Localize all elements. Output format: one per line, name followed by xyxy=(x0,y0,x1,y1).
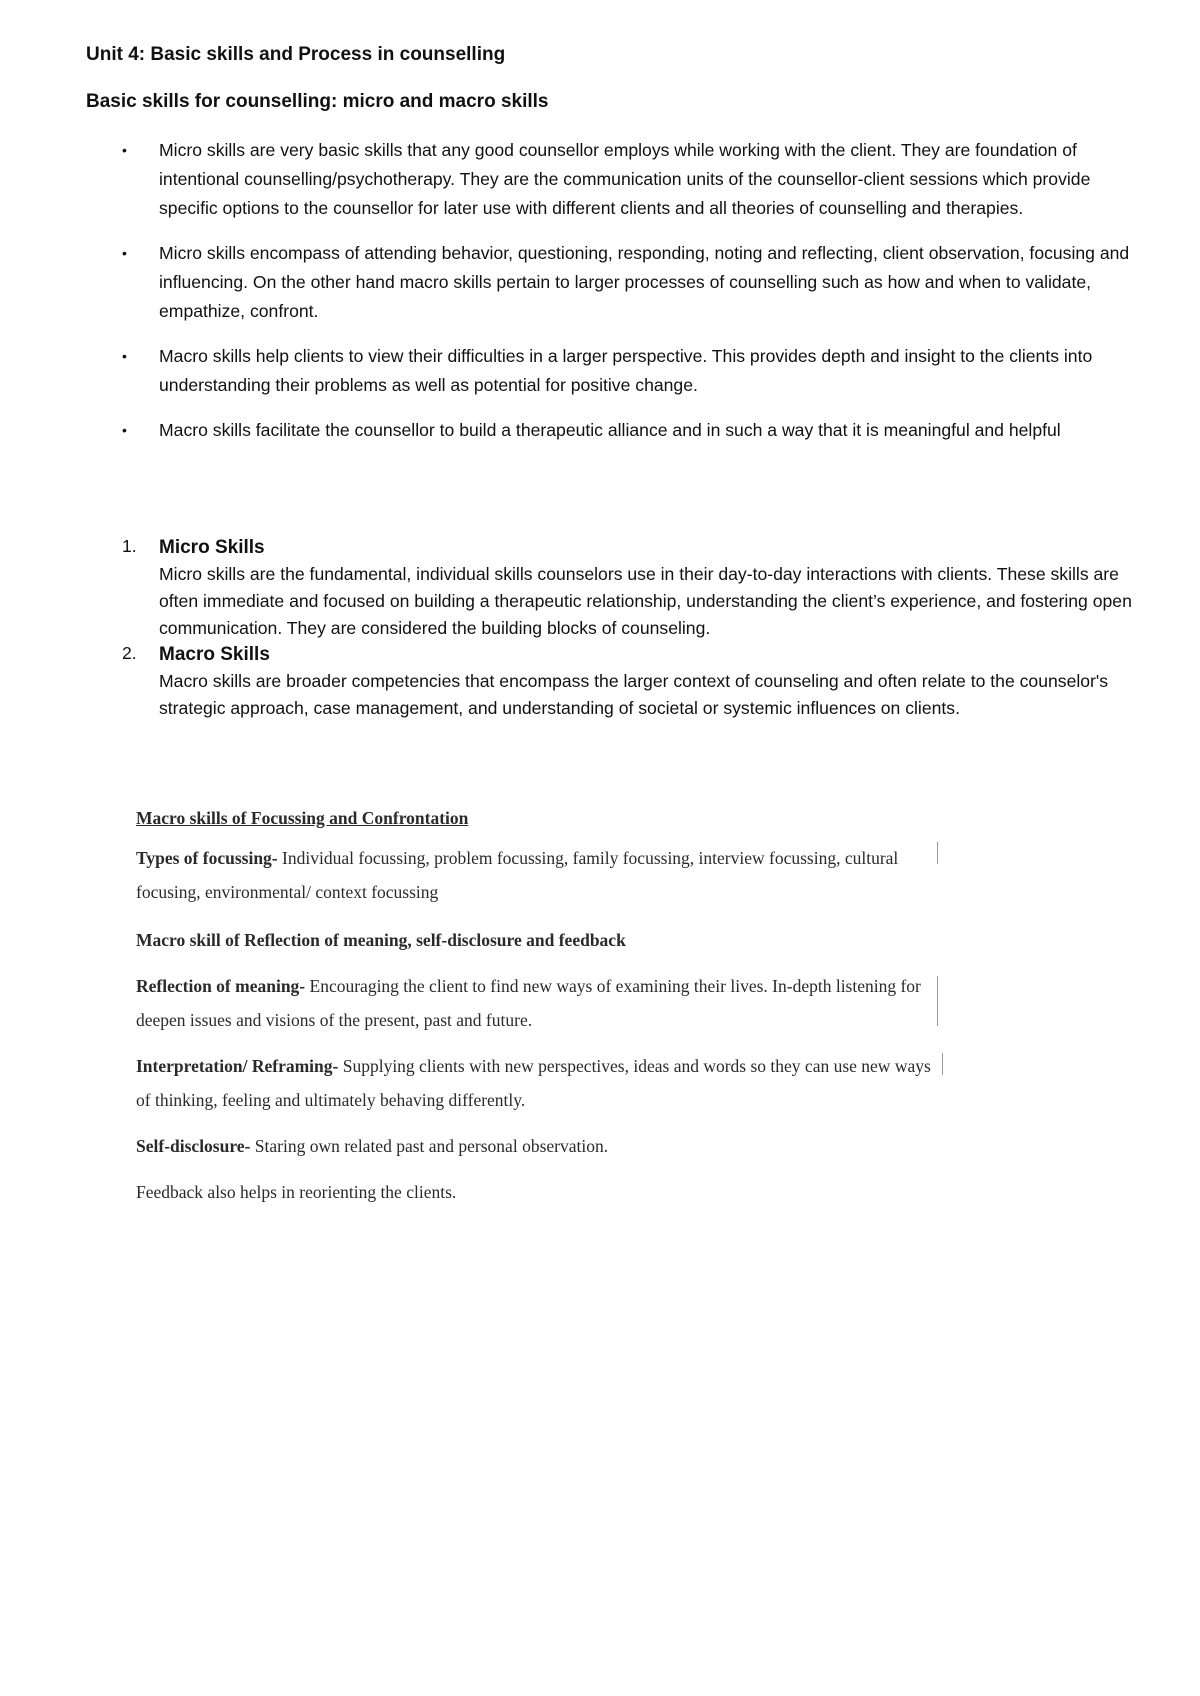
bullet-item xyxy=(86,342,1146,400)
item-title: Macro Skills xyxy=(159,644,270,665)
bullet-text: Micro skills encompass of attending behavior, questioning, responding, noting and reflecting, client observation, focusing and influencing. On the other hand macro skills pertain to larger processes of counselling such as how and when to validate, empathize, confront. xyxy=(159,243,1130,321)
self-disclosure-label: Self-disclosure- xyxy=(136,1136,251,1156)
self-disclosure-paragraph xyxy=(136,1129,944,1163)
focussing-types-paragraph xyxy=(136,841,944,909)
item-body: Macro skills are broader competencies that encompass the larger context of counseling and often relate to the counselor's strategic approach, case management, and understanding of societal or systemic influences on clients. xyxy=(159,671,1109,718)
bullet-marker: • xyxy=(122,422,127,438)
item-title: Micro Skills xyxy=(159,537,265,558)
feedback-paragraph: Feedback also helps in reorienting the clients. xyxy=(136,1182,457,1202)
interpretation-text: Supplying clients with new perspectives, ideas and words so they can use new ways of thinking, feeling and ultimately behaving differently. xyxy=(136,1056,931,1110)
bullet-list xyxy=(86,136,1146,461)
item-number: 1. xyxy=(122,536,137,556)
text-cursor-marker xyxy=(942,1053,943,1075)
reflection-text: Encouraging the client to find new ways of examining their lives. In-depth listening for deepen issues and visions of the present, past and future. xyxy=(136,976,921,1030)
page-title: Unit 4: Basic skills and Process in counselling xyxy=(86,44,506,65)
item-number: 2. xyxy=(122,643,137,663)
bullet-text: Micro skills are very basic skills that any good counsellor employs while working with the client. They are foundation of intentional counselling/psychotherapy. They are the communication units of the counsellor-client sessions which provide specific options to the counsellor for later use with different clients and all theories of counselling and therapies. xyxy=(159,140,1091,218)
reflection-heading-text: Macro skill of Reflection of meaning, self-disclosure and feedback xyxy=(136,930,626,950)
reflection-heading xyxy=(136,923,944,957)
text-cursor-marker xyxy=(937,842,938,864)
bullet-item xyxy=(86,416,1146,445)
bullet-item xyxy=(86,239,1146,326)
bullet-marker: • xyxy=(122,142,127,158)
numbered-item-micro-skills xyxy=(86,535,1146,642)
item-body: Micro skills are the fundamental, individual skills counselors use in their day-to-day interactions with clients. These skills are often immediate and focused on building a therapeutic relationship, understanding the client’s experience, and fostering open communication. They are considered the building blocks of counseling. xyxy=(159,564,1132,638)
reflection-paragraph xyxy=(136,969,944,1037)
interpretation-paragraph xyxy=(136,1049,944,1117)
interpretation-label: Interpretation/ Reframing- xyxy=(136,1056,339,1076)
text-cursor-marker xyxy=(937,976,938,1026)
embedded-document-image xyxy=(136,808,944,1209)
self-disclosure-text: Staring own related past and personal observation. xyxy=(250,1136,609,1156)
reflection-label: Reflection of meaning- xyxy=(136,976,306,996)
bullet-marker: • xyxy=(122,348,127,364)
focussing-label: Types of focussing- xyxy=(136,848,278,868)
section-subtitle: Basic skills for counselling: micro and macro skills xyxy=(86,91,549,112)
numbered-item-macro-skills xyxy=(86,642,1146,722)
bullet-text: Macro skills help clients to view their difficulties in a larger perspective. This provides depth and insight to the clients into understanding their problems as well as potential for positive change. xyxy=(159,346,1093,395)
numbered-list xyxy=(86,535,1146,722)
bullet-marker: • xyxy=(122,245,127,261)
embedded-title: Macro skills of Focussing and Confrontation xyxy=(136,808,469,828)
bullet-text: Macro skills facilitate the counsellor to build a therapeutic alliance and in such a way that it is meaningful and helpful xyxy=(159,420,1061,440)
bullet-item xyxy=(86,136,1146,223)
focussing-text: Individual focussing, problem focussing, family focussing, interview focussing, cultural focusing, environmental/ context focussing xyxy=(136,848,899,902)
